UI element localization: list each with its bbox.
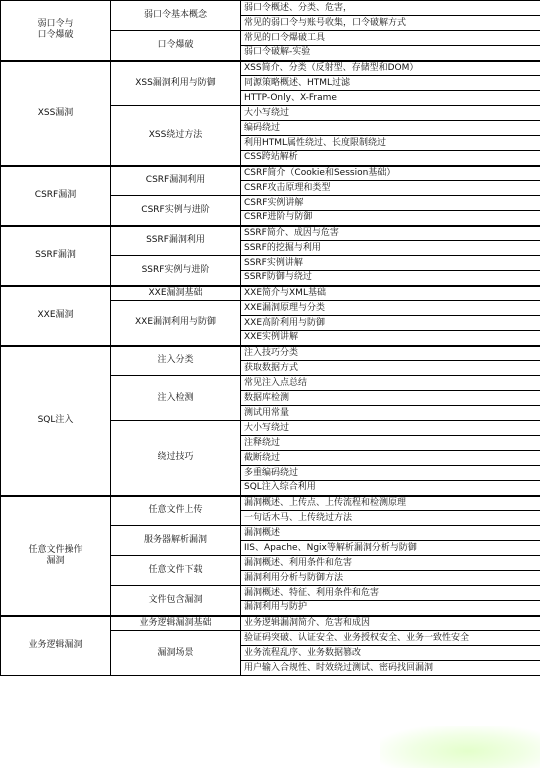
group-name: 绕过技巧 bbox=[111, 421, 241, 496]
section-category: 业务逻辑漏洞 bbox=[1, 616, 111, 676]
topic-item: 测试用常量 bbox=[241, 406, 540, 421]
group-name: SSRF漏洞利用 bbox=[111, 226, 241, 256]
topic-item: SQL注入综合利用 bbox=[241, 481, 540, 496]
topic-item: 漏洞概述、特征、利用条件和危害 bbox=[241, 586, 540, 601]
group-name: XXE漏洞基础 bbox=[111, 286, 241, 301]
section-category: SSRF漏洞 bbox=[1, 226, 111, 286]
topic-item: IIS、Apache、Ngix等解析漏洞分析与防御 bbox=[241, 541, 540, 556]
topic-item: 验证码突破、认证安全、业务授权安全、业务一致性安全 bbox=[241, 631, 540, 646]
topic-item: 获取数据方式 bbox=[241, 361, 540, 376]
topic-item: CSRF进阶与防御 bbox=[241, 211, 540, 226]
topic-item: SSRF简介、成因与危害 bbox=[241, 226, 540, 241]
group-name: 弱口令基本概念 bbox=[111, 1, 241, 31]
topic-item: 业务逻辑漏洞简介、危害和成因 bbox=[241, 616, 540, 631]
group-name: XSS绕过方法 bbox=[111, 106, 241, 166]
section-category: XSS漏洞 bbox=[1, 61, 111, 166]
topic-item: 数据库检测 bbox=[241, 391, 540, 406]
topic-item: 弱口令破解-实验 bbox=[241, 46, 540, 61]
table-row bbox=[1, 496, 540, 511]
group-name: 注入分类 bbox=[111, 346, 241, 376]
topic-item: CSRF攻击原理和类型 bbox=[241, 181, 540, 196]
topic-item: CSRF实例讲解 bbox=[241, 196, 540, 211]
section-category: SQL注入 bbox=[1, 346, 111, 496]
topic-item: CSRF简介（Cookie和Session基础） bbox=[241, 166, 540, 181]
topic-item: 漏洞利用与防护 bbox=[241, 601, 540, 616]
topic-item: 注释绕过 bbox=[241, 436, 540, 451]
topic-item: 用户输入合规性、时效绕过测试、密码找回漏洞 bbox=[241, 661, 540, 676]
topic-item: 业务流程乱序、业务数据篡改 bbox=[241, 646, 540, 661]
topic-item: 弱口令概述、分类、危害， bbox=[241, 1, 540, 16]
group-name: CSRF漏洞利用 bbox=[111, 166, 241, 196]
topic-item: SSRF实例讲解 bbox=[241, 256, 540, 271]
topic-item: HTTP-Only、X-Frame bbox=[241, 91, 540, 106]
topic-item: 漏洞利用分析与防御方法 bbox=[241, 571, 540, 586]
topic-item: SSRF防御与绕过 bbox=[241, 271, 540, 286]
group-name: CSRF实例与进阶 bbox=[111, 196, 241, 226]
topic-item: 漏洞概述、利用条件和危害 bbox=[241, 556, 540, 571]
table-row bbox=[1, 616, 540, 631]
group-name: XXE漏洞利用与防御 bbox=[111, 301, 241, 346]
topic-item: 编码绕过 bbox=[241, 121, 540, 136]
highlighter-mark bbox=[380, 726, 540, 768]
topic-item: SSRF的挖掘与利用 bbox=[241, 241, 540, 256]
group-name: 漏洞场景 bbox=[111, 631, 241, 676]
topic-item: 同源策略概述、HTML过滤 bbox=[241, 76, 540, 91]
group-name: 注入检测 bbox=[111, 376, 241, 421]
table-row bbox=[1, 166, 540, 181]
topic-item: 截断绕过 bbox=[241, 451, 540, 466]
topic-item: XXE简介与XML基础 bbox=[241, 286, 540, 301]
table-row bbox=[1, 61, 540, 76]
topic-item: 大小写绕过 bbox=[241, 106, 540, 121]
topic-item: 漏洞概述、上传点、上传流程和检测原理 bbox=[241, 496, 540, 511]
topic-item: CSS跨站解析 bbox=[241, 151, 540, 166]
section-category: XXE漏洞 bbox=[1, 286, 111, 346]
topic-item: XXE高阶利用与防御 bbox=[241, 316, 540, 331]
group-name: 文件包含漏洞 bbox=[111, 586, 241, 616]
topic-item: 利用HTML属性绕过、长度限制绕过 bbox=[241, 136, 540, 151]
table-row bbox=[1, 286, 540, 301]
section-category: 任意文件操作 漏洞 bbox=[1, 496, 111, 616]
group-name: 任意文件上传 bbox=[111, 496, 241, 526]
group-name: SSRF实例与进阶 bbox=[111, 256, 241, 286]
group-name: 服务器解析漏洞 bbox=[111, 526, 241, 556]
group-name: 口令爆破 bbox=[111, 31, 241, 61]
group-name: XSS漏洞利用与防御 bbox=[111, 61, 241, 106]
topic-item: 注入技巧分类 bbox=[241, 346, 540, 361]
topic-item: 一句话木马、上传绕过方法 bbox=[241, 511, 540, 526]
topic-item: 常见的弱口令与账号收集，口令破解方式 bbox=[241, 16, 540, 31]
section-category: CSRF漏洞 bbox=[1, 166, 111, 226]
topic-item: XSS简介、分类（反射型、存储型和DOM） bbox=[241, 61, 540, 76]
topic-item: XXE漏洞原理与分类 bbox=[241, 301, 540, 316]
table-row bbox=[1, 1, 540, 16]
group-name: 任意文件下载 bbox=[111, 556, 241, 586]
group-name: 业务逻辑漏洞基础 bbox=[111, 616, 241, 631]
topic-item: 漏洞概述 bbox=[241, 526, 540, 541]
topic-item: 常见的口令爆破工具 bbox=[241, 31, 540, 46]
table-row bbox=[1, 346, 540, 361]
topic-item: XXE实例讲解 bbox=[241, 331, 540, 346]
topic-item: 大小写绕过 bbox=[241, 421, 540, 436]
topic-item: 多重编码绕过 bbox=[241, 466, 540, 481]
table-row bbox=[1, 226, 540, 241]
topic-item: 常见注入点总结 bbox=[241, 376, 540, 391]
section-category: 弱口令与 口令爆破 bbox=[1, 1, 111, 61]
curriculum-table-body bbox=[1, 1, 540, 676]
